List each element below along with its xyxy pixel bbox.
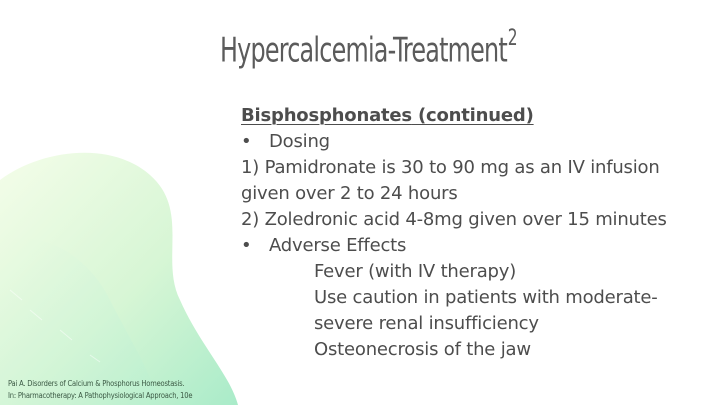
adverse-item: Osteonecrosis of the jaw — [314, 339, 531, 360]
dosing-line-1b: given over 2 to 24 hours — [241, 183, 458, 204]
citation-line-2: In: Pharmacotherapy: A Pathophysiological Approach, 10e — [8, 391, 193, 400]
bullet-dosing — [241, 129, 711, 155]
slide-title-superscript: 2 — [507, 26, 517, 51]
section-heading — [241, 103, 711, 129]
adverse-item: Fever (with IV therapy) — [314, 261, 517, 282]
bullet-adverse-effects — [241, 233, 711, 259]
bullet-marker: • — [241, 131, 252, 152]
bullet-adverse-label: Adverse Effects — [269, 235, 407, 256]
section-heading-main: Bisphosphonates — [241, 105, 412, 126]
citation-line-1: Pai A. Disorders of Calcium & Phosphorus Homeostasis. — [8, 379, 185, 388]
section-heading-suffix: (continued) — [411, 105, 534, 126]
slide-body — [241, 103, 711, 363]
adverse-item: Use caution in patients with moderate- — [314, 287, 658, 308]
bullet-marker: • — [241, 235, 252, 256]
slide-title-text: Hypercalcemia-Treatment — [220, 30, 507, 71]
bullet-dosing-label: Dosing — [269, 131, 330, 152]
citation — [8, 378, 192, 402]
dosing-line-2: 2) Zoledronic acid 4-8mg given over 15 minutes — [241, 209, 667, 230]
dosing-line-1a: 1) Pamidronate is 30 to 90 mg as an IV infusion — [241, 157, 660, 178]
adverse-item: severe renal insufficiency — [314, 313, 539, 334]
slide-title — [220, 26, 517, 71]
